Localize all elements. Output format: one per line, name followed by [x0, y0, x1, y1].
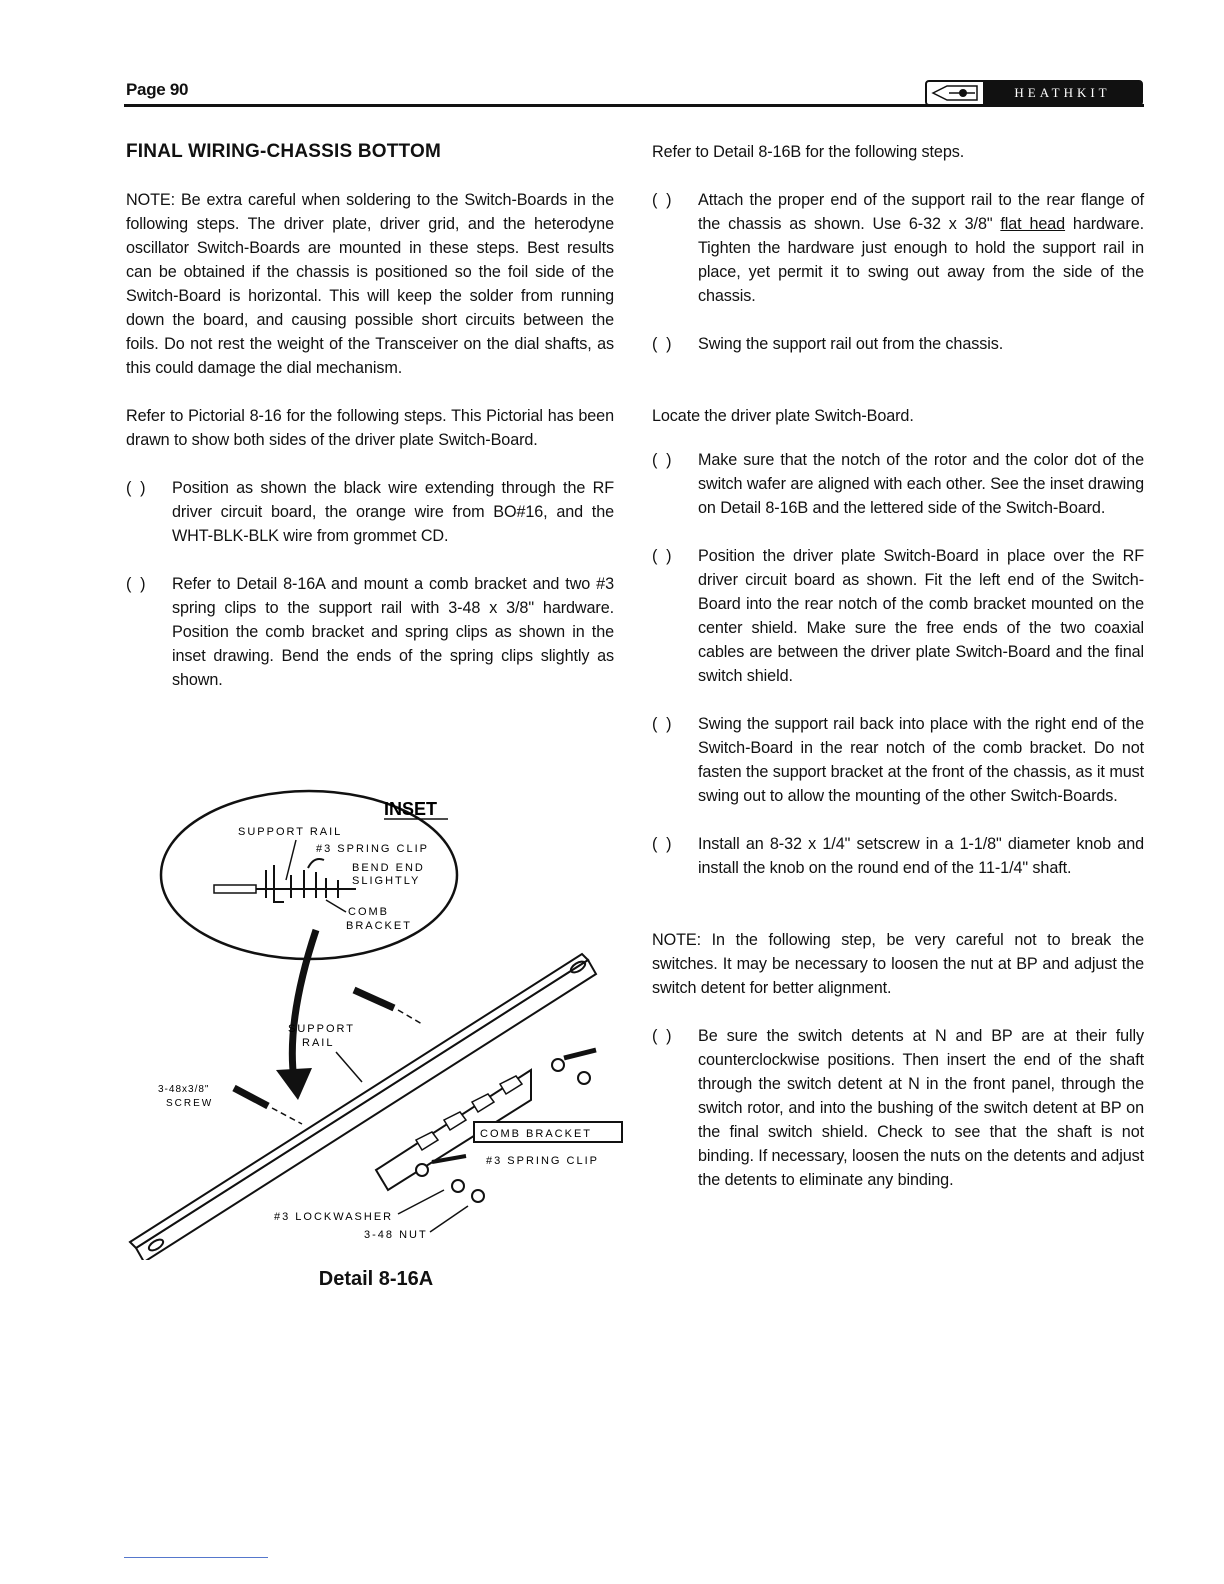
label-bracket: BRACKET [346, 920, 412, 932]
detail-drawing [126, 780, 626, 1260]
step-text: Be sure the switch detents at N and BP are at their fully counterclockwise positions. Then insert the end of the shaft through the switch detent at N in the front panel, through the switch rotor, and into the bushing of the switch detent at BP on the final switch shield. Check to see that the shaft is not binding. If necessary, loosen the nuts on the detents and adjust the detents to eliminate any binding. [698, 1027, 1144, 1189]
page-number: Page 90 [126, 80, 189, 99]
footer-rule [124, 1557, 268, 1558]
section-title: FINAL WIRING-CHASSIS BOTTOM [126, 141, 442, 162]
label-spring-clip: #3 SPRING CLIP [486, 1155, 599, 1167]
note2-paragraph: NOTE: In the following step, be very careful not to break the switches. It may be necessary to loosen the nut at BP and adjust the switch detent for better alignment. [652, 931, 1144, 997]
logo-emblem-icon [927, 82, 984, 104]
right-column [652, 140, 1144, 1192]
logo-text: HEATHKIT [984, 82, 1141, 104]
step-checkbox[interactable]: ( ) [652, 835, 672, 853]
locate-paragraph: Locate the driver plate Switch-Board. [652, 407, 914, 425]
label-slightly: SLIGHTLY [352, 875, 421, 887]
label-lockwasher: #3 LOCKWASHER [274, 1211, 394, 1223]
step-text: Refer to Detail 8-16A and mount a comb bracket and two #3 spring clips to the support rail with 3-48 x 3/8" hardware. Position the comb bracket and spring clips as shown in the inset drawing. Bend the ends of the spring clips slightly as shown. [172, 575, 614, 689]
intro-paragraph: Refer to Pictorial 8-16 for the following steps. This Pictorial has been drawn to show both sides of the driver plate Switch-Board. [126, 407, 614, 449]
label-nut: 3-48 NUT [364, 1229, 428, 1241]
step-checkbox-item[interactable] [652, 332, 1144, 356]
step-checkbox[interactable]: ( ) [652, 335, 672, 353]
underlined-text: flat head [1000, 215, 1066, 233]
step-text: Swing the support rail out from the chassis. [698, 335, 1004, 353]
figure-caption: Detail 8-16A [318, 1268, 434, 1290]
step-checkbox-item[interactable] [652, 188, 1144, 308]
step-text: Make sure that the notch of the rotor and the color dot of the switch wafer are aligned with each other. See the inset drawing on Detail 8-16B and the lettered side of the Switch-Board. [698, 451, 1144, 517]
step-checkbox-item[interactable] [652, 1024, 1144, 1192]
step-checkbox[interactable]: ( ) [652, 1027, 672, 1045]
header-rule [124, 104, 1144, 107]
step-text: Install an 8-32 x 1/4" setscrew in a 1-1/8" diameter knob and install the knob on the round end of the 11-1/4" shaft. [698, 835, 1144, 877]
step-text: Position the driver plate Switch-Board in place over the RF driver circuit board as shown. Fit the left end of the Switch-Board into the rear notch of the comb bracket mounted on the center shield. Make sure the free ends of the two coaxial cables are between the driver plate Switch-Board and the final switch shield. [698, 547, 1144, 685]
step-checkbox[interactable]: ( ) [652, 451, 672, 469]
step-checkbox[interactable]: ( ) [126, 479, 146, 497]
label-screw-size: 3-48x3/8" [158, 1084, 210, 1095]
label-rail: RAIL [302, 1037, 335, 1049]
label-spring-clip-inset: #3 SPRING CLIP [316, 843, 429, 855]
inset-screw-icon [214, 885, 256, 893]
step-checkbox[interactable]: ( ) [652, 191, 672, 209]
step-checkbox-item[interactable] [652, 832, 1144, 880]
label-support-rail-inset: SUPPORT RAIL [238, 826, 343, 838]
step-checkbox-item[interactable] [126, 476, 614, 548]
label-inset: INSET [384, 799, 438, 819]
step-checkbox[interactable]: ( ) [126, 575, 146, 593]
label-screw: SCREW [166, 1098, 214, 1109]
step-checkbox-item[interactable] [126, 572, 614, 692]
pointer-arrow [292, 930, 316, 1080]
left-column [126, 140, 614, 692]
step-checkbox-item[interactable] [652, 712, 1144, 808]
step-text: Swing the support rail back into place with the right end of the Switch-Board in the rear notch of the comb bracket. Do not fasten the support bracket at the front of the chassis, as it must swing out to allow the mounting of the other Switch-Boards. [698, 715, 1144, 805]
step-text: Attach the proper end of the support rail to the rear flange of the chassis as shown. Use 6-32 x 3/8" flat head hardware. Tighten the hardware just enough to hold the support rail in place, yet permit it to swing out away from the side of the chassis. [698, 191, 1145, 305]
detail-figure [126, 780, 626, 1260]
label-bend-end: BEND END [352, 862, 425, 874]
step-checkbox[interactable]: ( ) [652, 547, 672, 565]
step-checkbox[interactable]: ( ) [652, 715, 672, 733]
label-comb-bracket: COMB BRACKET [480, 1128, 593, 1140]
step-checkbox-item[interactable] [652, 448, 1144, 520]
note-paragraph: NOTE: Be extra careful when soldering to the Switch-Boards in the following steps. The driver plate, driver grid, and the heterodyne oscillator Switch-Boards are mounted in these steps. Best results can be obtained if the chassis is positioned so the foil side of the Switch-Board is horizontal. This will keep the solder from running down the board, and causing possible short circuits between the foils. Do not rest the weight of the Transceiver on the dial shafts, as this could damage the dial mechanism. [126, 191, 614, 377]
right-intro: Refer to Detail 8-16B for the following steps. [652, 143, 965, 161]
label-support: SUPPORT [288, 1023, 355, 1035]
heathkit-logo [925, 80, 1143, 106]
step-text: Position as shown the black wire extending through the RF driver circuit board, the orange wire from BO#16, and the WHT-BLK-BLK wire from grommet CD. [172, 479, 614, 545]
label-comb: COMB [348, 906, 389, 918]
step-checkbox-item[interactable] [652, 544, 1144, 688]
